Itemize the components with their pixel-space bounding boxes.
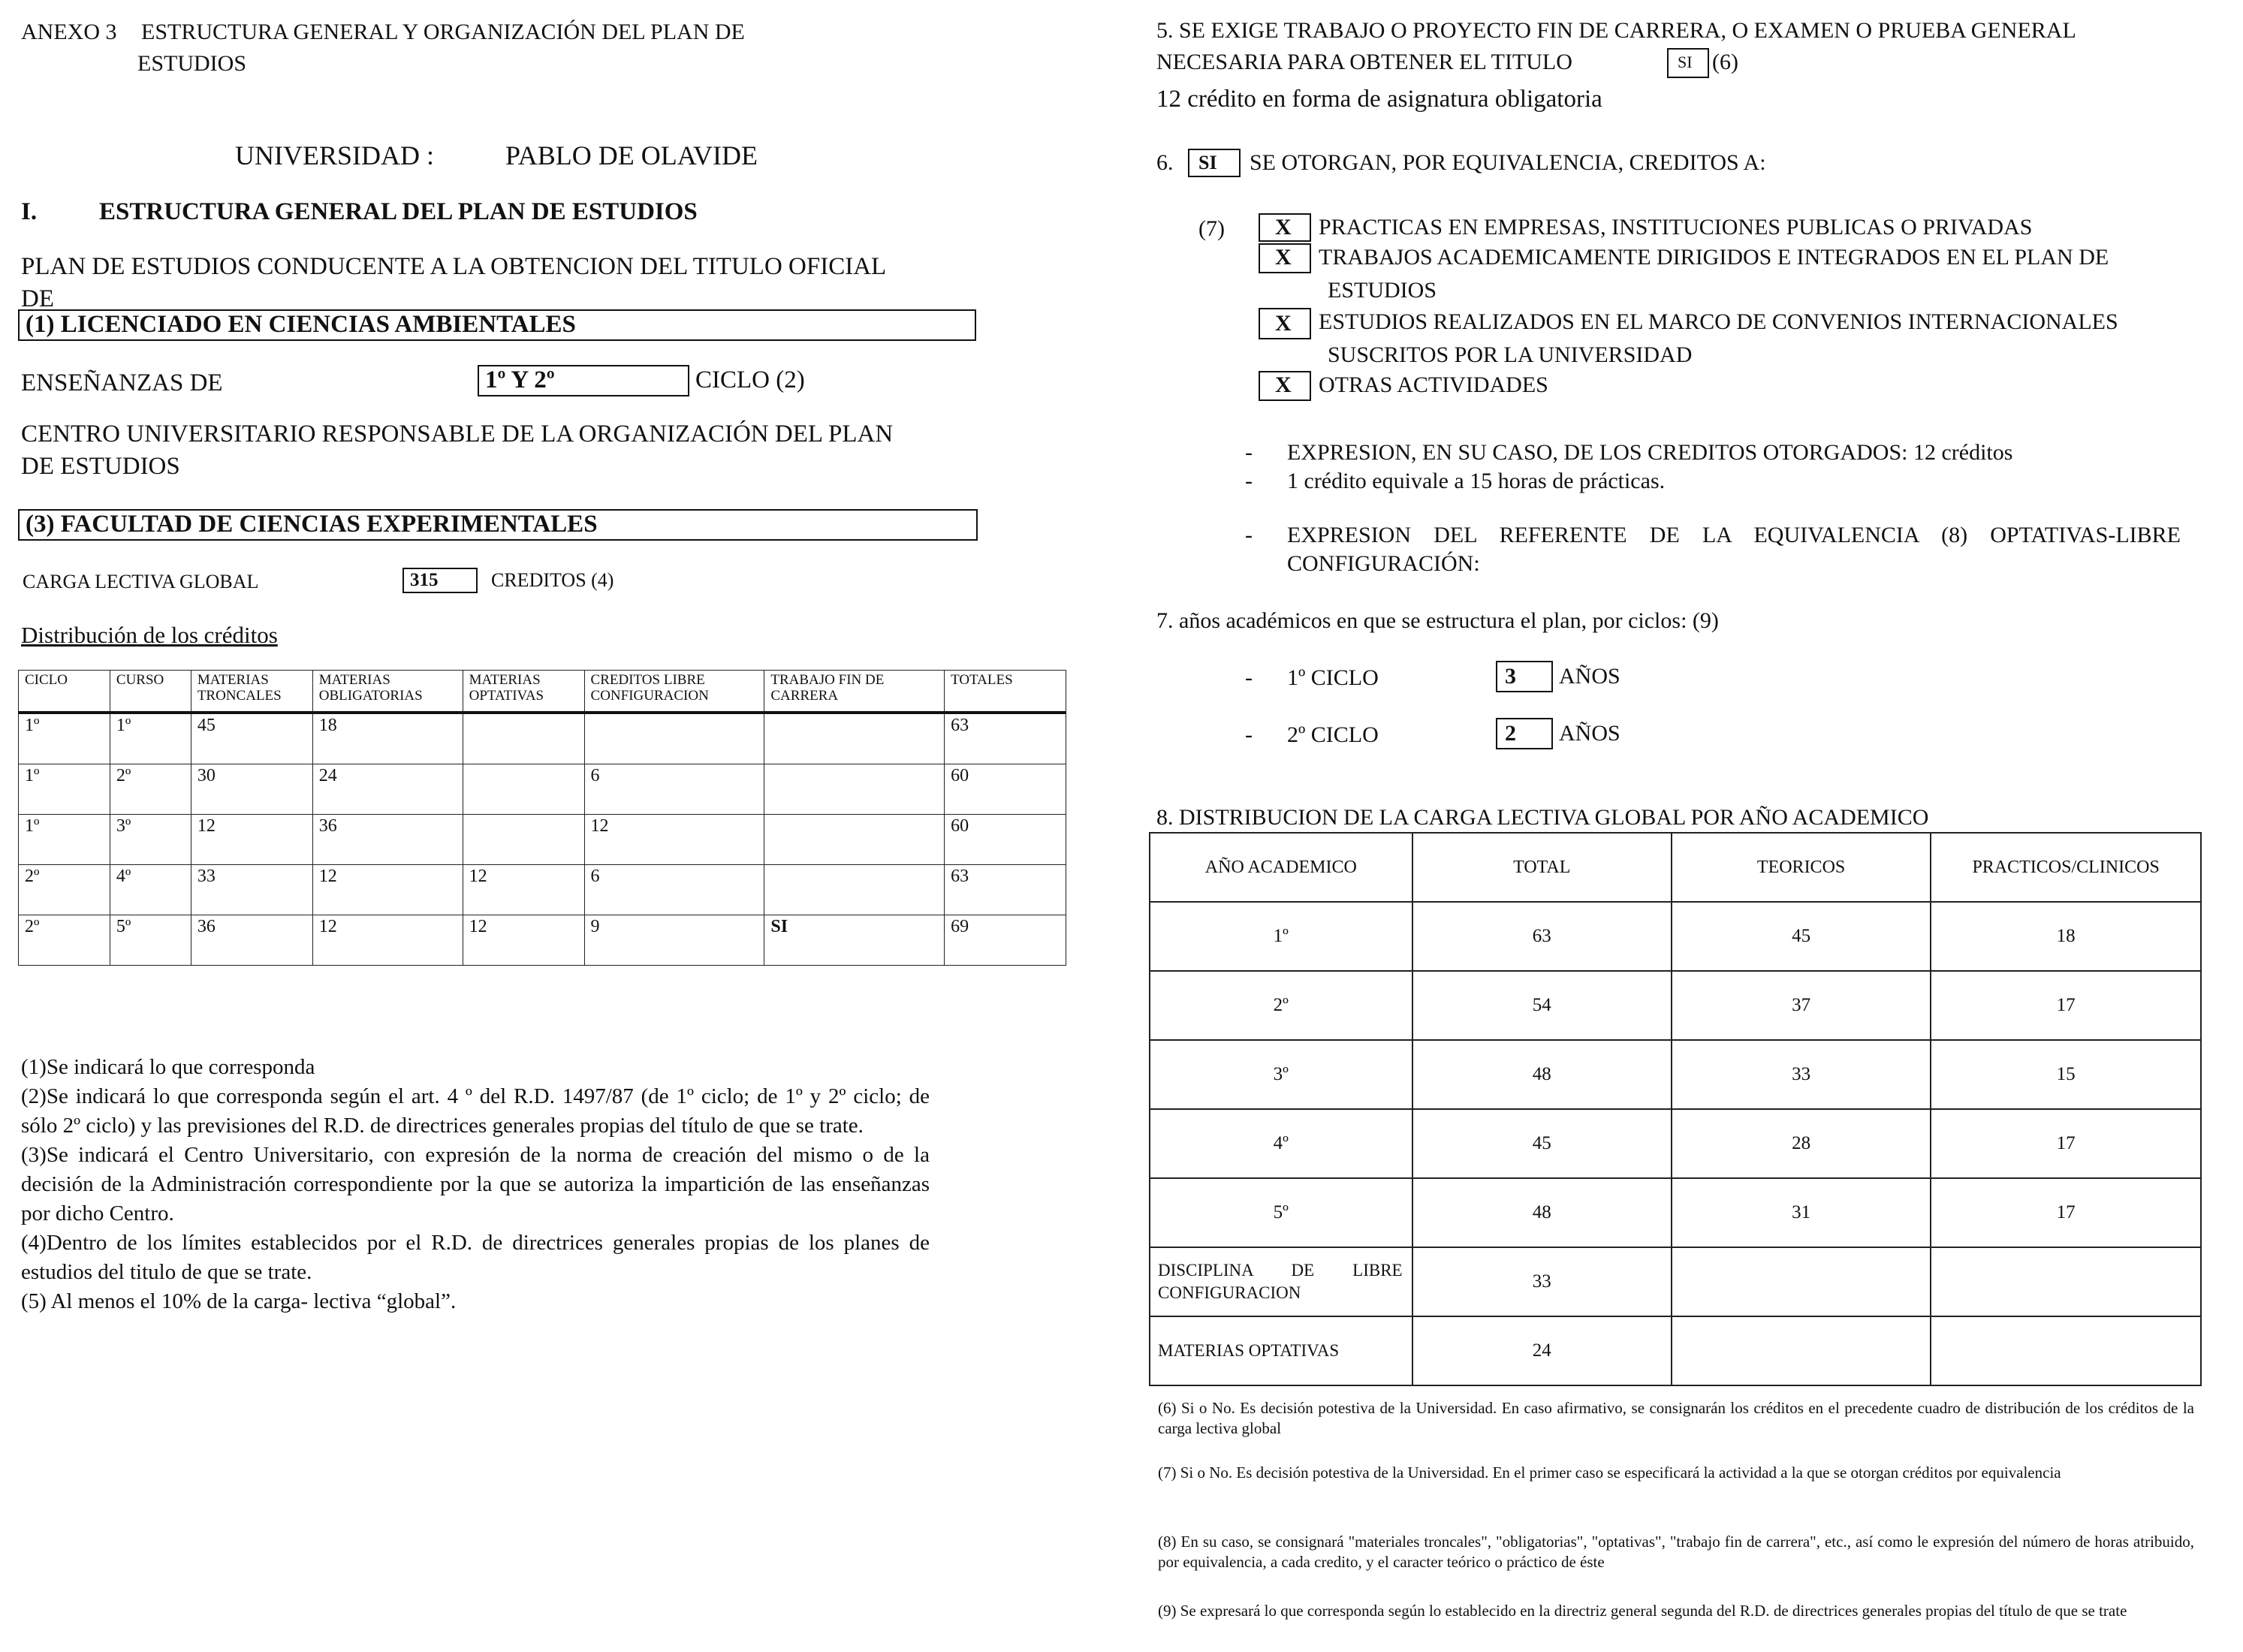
table-cell: 24 bbox=[1412, 1316, 1672, 1385]
table-cell bbox=[764, 764, 945, 815]
ciclo-2-box bbox=[1496, 718, 1553, 749]
table-cell bbox=[584, 713, 764, 764]
option-2-text-line-2: ESTUDIOS bbox=[1328, 278, 1437, 303]
table-cell: 2º bbox=[1150, 971, 1412, 1040]
credits-header-row bbox=[19, 671, 1066, 713]
table-row bbox=[1150, 1247, 2201, 1316]
table-cell: 63 bbox=[1412, 902, 1672, 971]
table-cell bbox=[1931, 1316, 2201, 1385]
credits-table bbox=[18, 670, 1066, 966]
ciclo-label: CICLO (2) bbox=[695, 366, 805, 393]
table-cell: 17 bbox=[1931, 1109, 2201, 1178]
table-cell: 18 bbox=[312, 713, 463, 764]
option-4-checkbox bbox=[1259, 371, 1311, 401]
header-totales: TOTALES bbox=[945, 671, 1066, 713]
table-row bbox=[19, 764, 1066, 815]
table-cell: 1º bbox=[19, 713, 110, 764]
table-cell: 48 bbox=[1412, 1178, 1672, 1247]
footnote-6: (6) Si o No. Es decisión potestiva de la Universidad. En caso afirmativo, se consignarán los créditos en el precedente cuadro de distribución de los créditos de la carga lectiva global bbox=[1158, 1399, 2194, 1437]
table-cell: 1º bbox=[1150, 902, 1412, 971]
ciclo-1-box bbox=[1496, 661, 1553, 692]
ciclo-2-anos: AÑOS bbox=[1559, 721, 1620, 746]
distribucion-title: Distribución de los créditos bbox=[21, 622, 278, 648]
table-cell: MATERIAS OPTATIVAS bbox=[1150, 1316, 1412, 1385]
anexo-title-line-2: ESTUDIOS bbox=[137, 51, 247, 76]
dash-4: - bbox=[1245, 665, 1253, 690]
table-row bbox=[19, 915, 1066, 966]
table-cell: 4º bbox=[1150, 1109, 1412, 1178]
carga-table bbox=[1149, 832, 2202, 1386]
note-2: (2)Se indicará lo que corresponda según el art. 4 º del R.D. 1497/87 (de 1º ciclo; de 1º y 2º ciclo; de sólo 2º ciclo) y las previsiones del R.D. de directrices generales propias del título de que se trate. bbox=[21, 1084, 930, 1138]
table-cell bbox=[1672, 1247, 1931, 1316]
table-cell: 63 bbox=[945, 713, 1066, 764]
q6-box-value: SI bbox=[1198, 152, 1217, 173]
q5-note: 12 crédito en forma de asignatura obligatoria bbox=[1156, 86, 1602, 113]
table-cell: 60 bbox=[945, 815, 1066, 865]
table-cell: 12 bbox=[463, 865, 584, 915]
table-cell: 36 bbox=[191, 915, 312, 966]
note-3: (3)Se indicará el Centro Universitario, con expresión de la norma de creación del mismo o de la decisión de la Administración correspondiente por la que se autoriza la impartición de las enseñanzas por dicho Centro. bbox=[21, 1143, 930, 1225]
option-2-checkbox bbox=[1259, 243, 1311, 273]
anexo-label: ANEXO 3 bbox=[21, 20, 117, 44]
header-optativas: MATERIAS OPTATIVAS bbox=[463, 671, 584, 713]
table-cell: 2º bbox=[110, 764, 191, 815]
universidad-value: PABLO DE OLAVIDE bbox=[505, 140, 758, 170]
expr-creditos: EXPRESION, EN SU CASO, DE LOS CREDITOS OTORGADOS: 12 créditos bbox=[1287, 440, 2013, 465]
left-notes bbox=[21, 1053, 930, 1316]
table-cell: 17 bbox=[1931, 971, 2201, 1040]
table-cell bbox=[764, 713, 945, 764]
table-cell bbox=[1672, 1316, 1931, 1385]
carga-label: CARGA LECTIVA GLOBAL bbox=[23, 571, 259, 592]
expr-referente-line-2: CONFIGURACIÓN: bbox=[1287, 551, 1480, 576]
centro-line-1: CENTRO UNIVERSITARIO RESPONSABLE DE LA ORGANIZACIÓN DEL PLAN bbox=[21, 421, 894, 448]
option-1-text: PRACTICAS EN EMPRESAS, INSTITUCIONES PUBLICAS O PRIVADAS bbox=[1319, 215, 2033, 240]
table-cell: 3º bbox=[110, 815, 191, 865]
table-row bbox=[19, 713, 1066, 764]
header-ano-academico: AÑO ACADEMICO bbox=[1150, 833, 1412, 902]
header-troncales: MATERIAS TRONCALES bbox=[191, 671, 312, 713]
table-cell: 1º bbox=[19, 815, 110, 865]
table-cell: 69 bbox=[945, 915, 1066, 966]
table-cell: 4º bbox=[110, 865, 191, 915]
section-number: I. bbox=[21, 198, 38, 225]
option-2-mark: X bbox=[1275, 245, 1292, 270]
carga-box bbox=[402, 568, 478, 593]
q8-title: 8. DISTRIBUCION DE LA CARGA LECTIVA GLOBAL POR AÑO ACADEMICO bbox=[1156, 805, 1929, 830]
table-cell: 54 bbox=[1412, 971, 1672, 1040]
table-cell: 15 bbox=[1931, 1040, 2201, 1109]
table-cell: DISCIPLINA DE LIBRE CONFIGURACION bbox=[1150, 1247, 1412, 1316]
header-teoricos: TEORICOS bbox=[1672, 833, 1931, 902]
universidad-label: UNIVERSIDAD : bbox=[235, 140, 434, 170]
q5-ref: (6) bbox=[1712, 50, 1738, 74]
table-cell: 28 bbox=[1672, 1109, 1931, 1178]
ciclo-1-label: 1º CICLO bbox=[1287, 665, 1379, 690]
table-cell: 3º bbox=[1150, 1040, 1412, 1109]
titulo-text: (1) LICENCIADO EN CIENCIAS AMBIENTALES bbox=[26, 311, 576, 338]
footnote-7: (7) Si o No. Es decisión potestiva de la Universidad. En el primer caso se especificará la actividad a la que se otorgan créditos por equivalencia bbox=[1158, 1464, 2061, 1482]
table-cell bbox=[463, 764, 584, 815]
ensenanzas-value: 1º Y 2º bbox=[485, 366, 555, 393]
table-cell bbox=[463, 815, 584, 865]
option-1-mark: X bbox=[1275, 215, 1292, 240]
table-cell: SI bbox=[764, 915, 945, 966]
table-cell: 33 bbox=[1672, 1040, 1931, 1109]
table-cell: 63 bbox=[945, 865, 1066, 915]
table-cell: 45 bbox=[1412, 1109, 1672, 1178]
plan-line-2: DE bbox=[21, 285, 54, 312]
table-row bbox=[19, 865, 1066, 915]
table-cell: 12 bbox=[584, 815, 764, 865]
centro-line-2: DE ESTUDIOS bbox=[21, 453, 180, 480]
table-row bbox=[1150, 1178, 2201, 1247]
q5-line-1: 5. SE EXIGE TRABAJO O PROYECTO FIN DE CARRERA, O EXAMEN O PRUEBA GENERAL bbox=[1156, 18, 2076, 43]
table-cell: 33 bbox=[191, 865, 312, 915]
ciclo-2-value: 2 bbox=[1505, 721, 1516, 746]
facultad-text: (3) FACULTAD DE CIENCIAS EXPERIMENTALES bbox=[26, 511, 598, 538]
q5-box bbox=[1667, 48, 1709, 78]
option-3-text: ESTUDIOS REALIZADOS EN EL MARCO DE CONVENIOS INTERNACIONALES bbox=[1319, 309, 2118, 334]
table-cell bbox=[764, 815, 945, 865]
table-cell: 17 bbox=[1931, 1178, 2201, 1247]
table-cell: 12 bbox=[191, 815, 312, 865]
header-ciclo: CICLO bbox=[19, 671, 110, 713]
table-row bbox=[1150, 1316, 2201, 1385]
table-cell: 2º bbox=[19, 915, 110, 966]
option-4-text: OTRAS ACTIVIDADES bbox=[1319, 372, 1548, 397]
note-1: (1)Se indicará lo que corresponda bbox=[21, 1055, 315, 1079]
option-3-mark: X bbox=[1275, 311, 1292, 336]
header-libre-configuracion: CREDITOS LIBRE CONFIGURACION bbox=[584, 671, 764, 713]
table-cell: 12 bbox=[312, 865, 463, 915]
table-cell: 6 bbox=[584, 865, 764, 915]
option-2-text: TRABAJOS ACADEMICAMENTE DIRIGIDOS E INTEGRADOS EN EL PLAN DE bbox=[1319, 245, 2109, 270]
table-cell: 6 bbox=[584, 764, 764, 815]
header-total: TOTAL bbox=[1412, 833, 1672, 902]
table-cell: 12 bbox=[312, 915, 463, 966]
table-cell: 33 bbox=[1412, 1247, 1672, 1316]
table-cell: 12 bbox=[463, 915, 584, 966]
titulo-box bbox=[18, 309, 976, 341]
table-cell: 24 bbox=[312, 764, 463, 815]
table-cell bbox=[764, 865, 945, 915]
q7-text: 7. años académicos en que se estructura el plan, por ciclos: (9) bbox=[1156, 608, 1719, 633]
table-cell: 37 bbox=[1672, 971, 1931, 1040]
ciclo-1-anos: AÑOS bbox=[1559, 664, 1620, 689]
table-row bbox=[1150, 1040, 2201, 1109]
header-trabajo-fin: TRABAJO FIN DE CARRERA bbox=[764, 671, 945, 713]
section-title: ESTRUCTURA GENERAL DEL PLAN DE ESTUDIOS bbox=[99, 198, 698, 225]
equivale-text: 1 crédito equivale a 15 horas de prácticas. bbox=[1287, 469, 1666, 493]
ensenanzas-label: ENSEÑANZAS DE bbox=[21, 369, 223, 396]
carga-value: 315 bbox=[410, 570, 439, 590]
q6-box bbox=[1188, 149, 1241, 177]
q6-number: 6. bbox=[1156, 150, 1174, 175]
option-4-mark: X bbox=[1275, 372, 1292, 397]
table-cell: 48 bbox=[1412, 1040, 1672, 1109]
anexo-title-line-1: ESTRUCTURA GENERAL Y ORGANIZACIÓN DEL PLAN DE bbox=[141, 20, 745, 44]
note-4: (4)Dentro de los límites establecidos por el R.D. de directrices generales propias de los planes de estudios del titulo de que se trate. bbox=[21, 1231, 930, 1284]
table-cell bbox=[1931, 1247, 2201, 1316]
footnote-8: (8) En su caso, se consignará "materiales troncales", "obligatorias", "optativas", "trabajo fin de carrera", etc., así como le expresión del número de horas atribuido, por equivalencia, a cada credito, y el caracter teórico o práctico de éste bbox=[1158, 1533, 2194, 1571]
table-cell: 1º bbox=[19, 764, 110, 815]
option-1-checkbox bbox=[1259, 213, 1311, 242]
facultad-box bbox=[18, 509, 978, 541]
table-row bbox=[1150, 971, 2201, 1040]
table-cell bbox=[463, 713, 584, 764]
plan-line-1: PLAN DE ESTUDIOS CONDUCENTE A LA OBTENCION DEL TITULO OFICIAL bbox=[21, 253, 887, 280]
dash-3: - bbox=[1245, 523, 1253, 547]
dash-1: - bbox=[1245, 440, 1253, 465]
header-curso: CURSO bbox=[110, 671, 191, 713]
creditos-label: CREDITOS (4) bbox=[491, 569, 614, 591]
table-cell: 2º bbox=[19, 865, 110, 915]
option-3-text-line-2: SUSCRITOS POR LA UNIVERSIDAD bbox=[1328, 342, 1693, 367]
dash-5: - bbox=[1245, 722, 1253, 747]
q7-ref: (7) bbox=[1198, 216, 1225, 241]
ciclo-1-value: 3 bbox=[1505, 664, 1516, 689]
header-practicos: PRACTICOS/CLINICOS bbox=[1931, 833, 2201, 902]
table-row bbox=[1150, 1109, 2201, 1178]
table-cell: 45 bbox=[191, 713, 312, 764]
header-obligatorias: MATERIAS OBLIGATORIAS bbox=[312, 671, 463, 713]
table-cell: 18 bbox=[1931, 902, 2201, 971]
q6-text: SE OTORGAN, POR EQUIVALENCIA, CREDITOS A: bbox=[1250, 150, 1766, 175]
dash-2: - bbox=[1245, 469, 1253, 493]
table-cell: 9 bbox=[584, 915, 764, 966]
q5-line-2: NECESARIA PARA OBTENER EL TITULO bbox=[1156, 50, 1572, 74]
table-cell: 1º bbox=[110, 713, 191, 764]
table-cell: 36 bbox=[312, 815, 463, 865]
table-row bbox=[19, 815, 1066, 865]
table-cell: 45 bbox=[1672, 902, 1931, 971]
ciclo-2-label: 2º CICLO bbox=[1287, 722, 1379, 747]
expr-referente-line-1: EXPRESION DEL REFERENTE DE LA EQUIVALENCIA (8) OPTATIVAS-LIBRE bbox=[1287, 523, 2181, 547]
note-5: (5) Al menos el 10% de la carga- lectiva “global”. bbox=[21, 1289, 457, 1313]
ensenanzas-box bbox=[478, 365, 689, 396]
carga-header-row bbox=[1150, 833, 2201, 902]
table-row bbox=[1150, 902, 2201, 971]
footnote-9: (9) Se expresará lo que corresponda según lo establecido en la directriz general segunda del R.D. de directrices generales propias del título de que se trate bbox=[1158, 1602, 2127, 1620]
q5-box-value: SI bbox=[1678, 53, 1693, 71]
table-cell: 30 bbox=[191, 764, 312, 815]
table-cell: 31 bbox=[1672, 1178, 1931, 1247]
table-cell: 5º bbox=[1150, 1178, 1412, 1247]
table-cell: 60 bbox=[945, 764, 1066, 815]
table-cell: 5º bbox=[110, 915, 191, 966]
option-3-checkbox bbox=[1259, 308, 1311, 339]
